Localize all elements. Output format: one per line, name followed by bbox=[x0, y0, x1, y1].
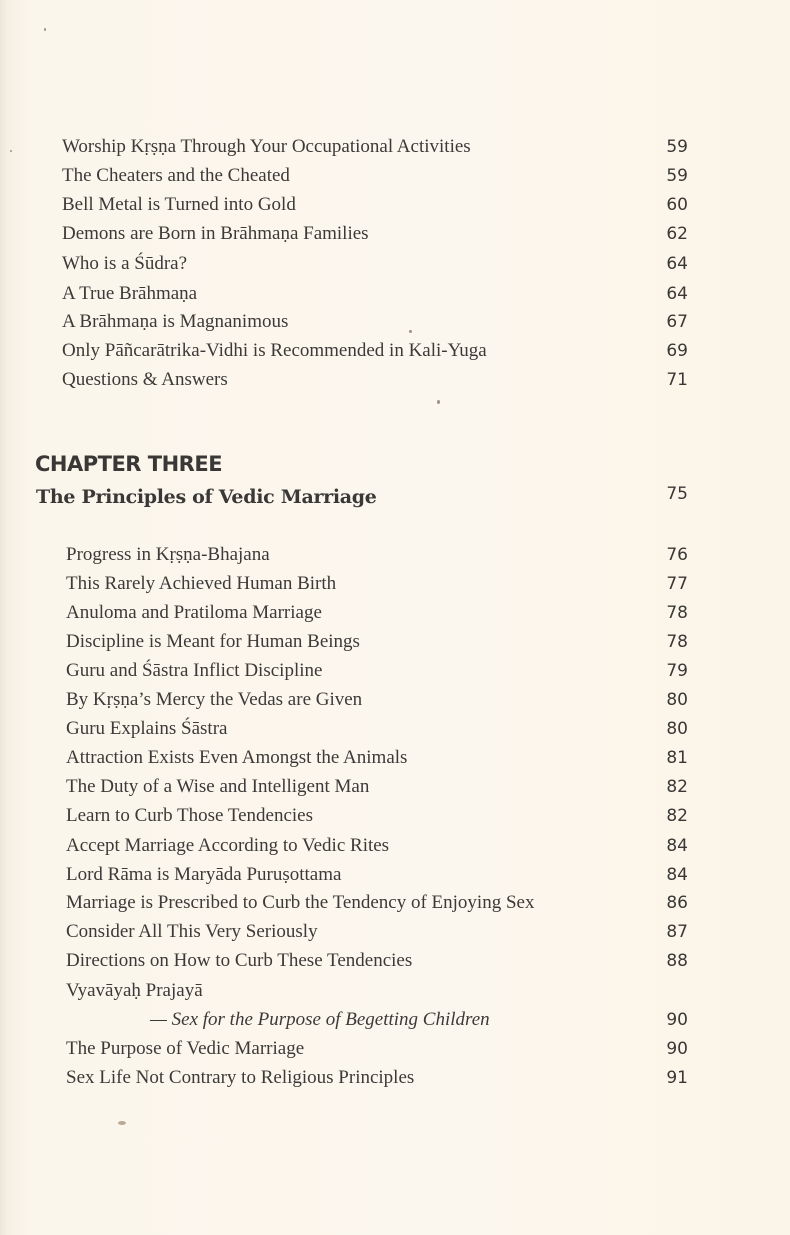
toc-entry-title: Only Pāñcarātrika-Vidhi is Recommended in Kali-Yuga bbox=[62, 340, 487, 361]
toc-entry-subtitle bbox=[0, 1006, 790, 1034]
toc-entry-title: Who is a Śūdra? bbox=[62, 253, 188, 274]
toc-entry bbox=[0, 832, 790, 860]
toc-entry bbox=[0, 220, 790, 248]
toc-entry-page: 77 bbox=[666, 574, 688, 594]
toc-entry-title: Attraction Exists Even Amongst the Animals bbox=[66, 747, 408, 768]
chapter-label: CHAPTER THREE bbox=[35, 452, 223, 476]
toc-entry bbox=[0, 337, 790, 365]
paper-speck bbox=[437, 400, 440, 404]
toc-entry-title: By Kṛṣṇa’s Mercy the Vedas are Given bbox=[66, 689, 363, 710]
toc-entry-title: Demons are Born in Brāhmaṇa Families bbox=[62, 223, 369, 244]
toc-entry-page: 80 bbox=[666, 690, 688, 710]
toc-entry bbox=[0, 250, 790, 278]
toc-entry-page: 64 bbox=[666, 284, 688, 304]
toc-entry bbox=[0, 889, 790, 917]
toc-entry-page: 59 bbox=[666, 137, 688, 157]
toc-entry bbox=[0, 861, 790, 889]
chapter-title-row bbox=[0, 482, 790, 512]
toc-entry-title: The Duty of a Wise and Intelligent Man bbox=[66, 776, 370, 797]
paper-speck bbox=[118, 1121, 126, 1125]
toc-entry bbox=[0, 191, 790, 219]
toc-entry-title: Vyavāyaḥ Prajayā bbox=[66, 980, 203, 1001]
toc-entry-title: Accept Marriage According to Vedic Rites bbox=[66, 835, 390, 856]
toc-entry bbox=[0, 657, 790, 685]
toc-entry bbox=[0, 570, 790, 598]
toc-entry-title: Learn to Curb Those Tendencies bbox=[66, 805, 314, 826]
toc-entry-page: 84 bbox=[666, 836, 688, 856]
toc-entry-title: — Sex for the Purpose of Begetting Children bbox=[150, 1009, 490, 1030]
chapter-page: 75 bbox=[666, 484, 688, 504]
toc-entry-page: 78 bbox=[666, 603, 688, 623]
toc-entry bbox=[0, 162, 790, 190]
toc-entry bbox=[0, 366, 790, 394]
toc-entry bbox=[0, 686, 790, 714]
toc-entry-title: A True Brāhmaṇa bbox=[62, 283, 198, 304]
toc-entry-title: The Cheaters and the Cheated bbox=[62, 165, 290, 186]
toc-entry-page: 67 bbox=[666, 312, 688, 332]
toc-entry-title: Discipline is Meant for Human Beings bbox=[66, 631, 360, 652]
toc-entry-page: 78 bbox=[666, 632, 688, 652]
paper-speck bbox=[10, 150, 12, 152]
toc-entry bbox=[0, 280, 790, 308]
toc-entry-page: 84 bbox=[666, 865, 688, 885]
toc-entry-page: 80 bbox=[666, 719, 688, 739]
toc-entry-title: Worship Kṛṣṇa Through Your Occupational Activities bbox=[62, 136, 471, 157]
toc-entry-title: Guru and Śāstra Inflict Discipline bbox=[66, 660, 323, 681]
paper-speck bbox=[409, 330, 412, 333]
toc-entry-page: 90 bbox=[666, 1010, 688, 1030]
toc-entry-title: Marriage is Prescribed to Curb the Tendency of Enjoying Sex bbox=[66, 892, 535, 913]
toc-entry bbox=[0, 1064, 790, 1092]
toc-entry-page: 59 bbox=[666, 166, 688, 186]
toc-entry-page: 88 bbox=[666, 951, 688, 971]
toc-entry bbox=[0, 133, 790, 161]
toc-entry bbox=[0, 1035, 790, 1063]
toc-entry-page: 81 bbox=[666, 748, 688, 768]
toc-entry-title: Guru Explains Śāstra bbox=[66, 718, 228, 739]
toc-entry-page: 91 bbox=[666, 1068, 688, 1088]
toc-entry-page: 86 bbox=[666, 893, 688, 913]
toc-entry bbox=[0, 802, 790, 830]
toc-entry-title: Progress in Kṛṣṇa-Bhajana bbox=[66, 544, 270, 565]
toc-entry bbox=[0, 918, 790, 946]
toc-entry bbox=[0, 773, 790, 801]
toc-entry bbox=[0, 715, 790, 743]
toc-entry bbox=[0, 541, 790, 569]
toc-entry-title: Sex Life Not Contrary to Religious Principles bbox=[66, 1067, 415, 1088]
toc-entry bbox=[0, 947, 790, 975]
toc-entry-title: The Purpose of Vedic Marriage bbox=[66, 1038, 305, 1059]
toc-entry-title: A Brāhmaṇa is Magnanimous bbox=[62, 311, 289, 332]
toc-entry-page: 71 bbox=[666, 370, 688, 390]
toc-entry-page: 82 bbox=[666, 777, 688, 797]
toc-entry-page: 90 bbox=[666, 1039, 688, 1059]
chapter-title: The Principles of Vedic Marriage bbox=[36, 486, 377, 508]
toc-entry-title: Consider All This Very Seriously bbox=[66, 921, 318, 942]
toc-entry-page: 69 bbox=[666, 341, 688, 361]
toc-entry-title: This Rarely Achieved Human Birth bbox=[66, 573, 337, 594]
toc-entry-title: Questions & Answers bbox=[62, 369, 228, 390]
toc-entry-title: Directions on How to Curb These Tendencies bbox=[66, 950, 413, 971]
toc-entry-page: 62 bbox=[666, 224, 688, 244]
toc-entry-page: 82 bbox=[666, 806, 688, 826]
toc-entry bbox=[0, 977, 790, 1005]
toc-entry bbox=[0, 628, 790, 656]
toc-entry bbox=[0, 308, 790, 336]
toc-entry-page: 60 bbox=[666, 195, 688, 215]
toc-entry bbox=[0, 599, 790, 627]
toc-entry-page: 76 bbox=[666, 545, 688, 565]
toc-entry-page: 64 bbox=[666, 254, 688, 274]
toc-entry bbox=[0, 744, 790, 772]
toc-entry-page: 87 bbox=[666, 922, 688, 942]
toc-entry-page: 79 bbox=[666, 661, 688, 681]
toc-entry-title: Anuloma and Pratiloma Marriage bbox=[66, 602, 322, 623]
paper-speck bbox=[44, 28, 46, 31]
toc-entry-title: Bell Metal is Turned into Gold bbox=[62, 194, 296, 215]
toc-entry-title: Lord Rāma is Maryāda Puruṣottama bbox=[66, 864, 342, 885]
